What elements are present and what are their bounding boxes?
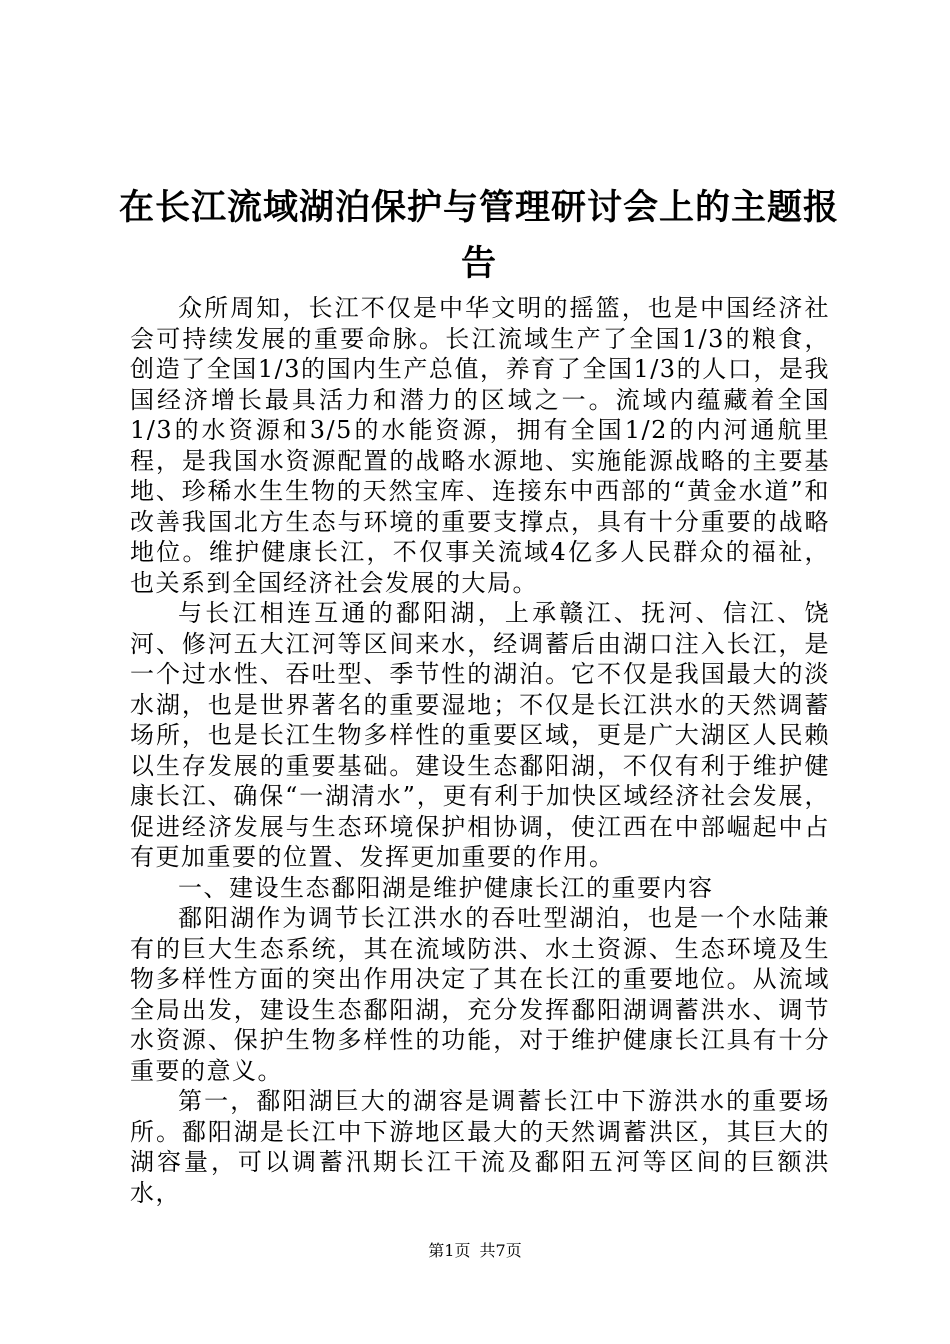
paragraph: 众所周知，长江不仅是中华文明的摇篮，也是中国经济社会可持续发展的重要命脉。长江流域生产了全国1/3的粮食，创造了全国1/3的国内生产总值，养育了全国1/3的人口，是我国经济增长最具活力和潜力的区域之一。流域内蕴藏着全国1/3的水资源和3/5的水能资源，拥有全国1/2的内河通航里程，是我国水资源配置的战略水源地、实施能源战略的主要基地、珍稀水生生物的天然宝库、连接东中西部的“黄金水道”和改善我国北方生态与环境的重要支撑点，具有十分重要的战略地位。维护健康长江，不仅事关流域4亿多人民群众的福祉，也关系到全国经济社会发展的大局。 bbox=[130, 294, 830, 597]
page-number: 第1页 bbox=[428, 1241, 471, 1260]
paragraph: 鄱阳湖作为调节长江洪水的吞吐型湖泊，也是一个水陆兼有的巨大生态系统，其在流域防洪、水土资源、生态环境及生物多样性方面的突出作用决定了其在长江的重要地位。从流域全局出发，建设生态鄱阳湖，充分发挥鄱阳湖调蓄洪水、调节水资源、保护生物多样性的功能，对于维护健康长江具有十分重要的意义。 bbox=[130, 904, 830, 1085]
paragraph: 第一，鄱阳湖巨大的湖容是调蓄长江中下游洪水的重要场所。鄱阳湖是长江中下游地区最大的天然调蓄洪区，其巨大的湖容量，可以调蓄汛期长江干流及鄱阳五河等区间的巨额洪水， bbox=[130, 1087, 830, 1207]
paragraph: 与长江相连互通的鄱阳湖，上承赣江、抚河、信江、饶河、修河五大江河等区间来水，经调蓄后由湖口注入长江，是一个过水性、吞吐型、季节性的湖泊。它不仅是我国最大的淡水湖，也是世界著名的重要湿地；不仅是长江洪水的天然调蓄场所，也是长江生物多样性的重要区域，更是广大湖区人民赖以生存发展的重要基础。建设生态鄱阳湖，不仅有利于维护健康长江、确保“一湖清水”，更有利于加快区域经济社会发展，促进经济发展与生态环境保护相协调，使江西在中部崛起中占有更加重要的位置、发挥更加重要的作用。 bbox=[130, 599, 830, 871]
page-total: 共7页 bbox=[479, 1241, 522, 1260]
document-body bbox=[130, 293, 830, 1208]
document-title: 在长江流域湖泊保护与管理研讨会上的主题报告 bbox=[118, 187, 839, 284]
page-footer bbox=[0, 1240, 950, 1262]
section-heading: 一、建设生态鄱阳湖是维护健康长江的重要内容 bbox=[178, 873, 714, 902]
